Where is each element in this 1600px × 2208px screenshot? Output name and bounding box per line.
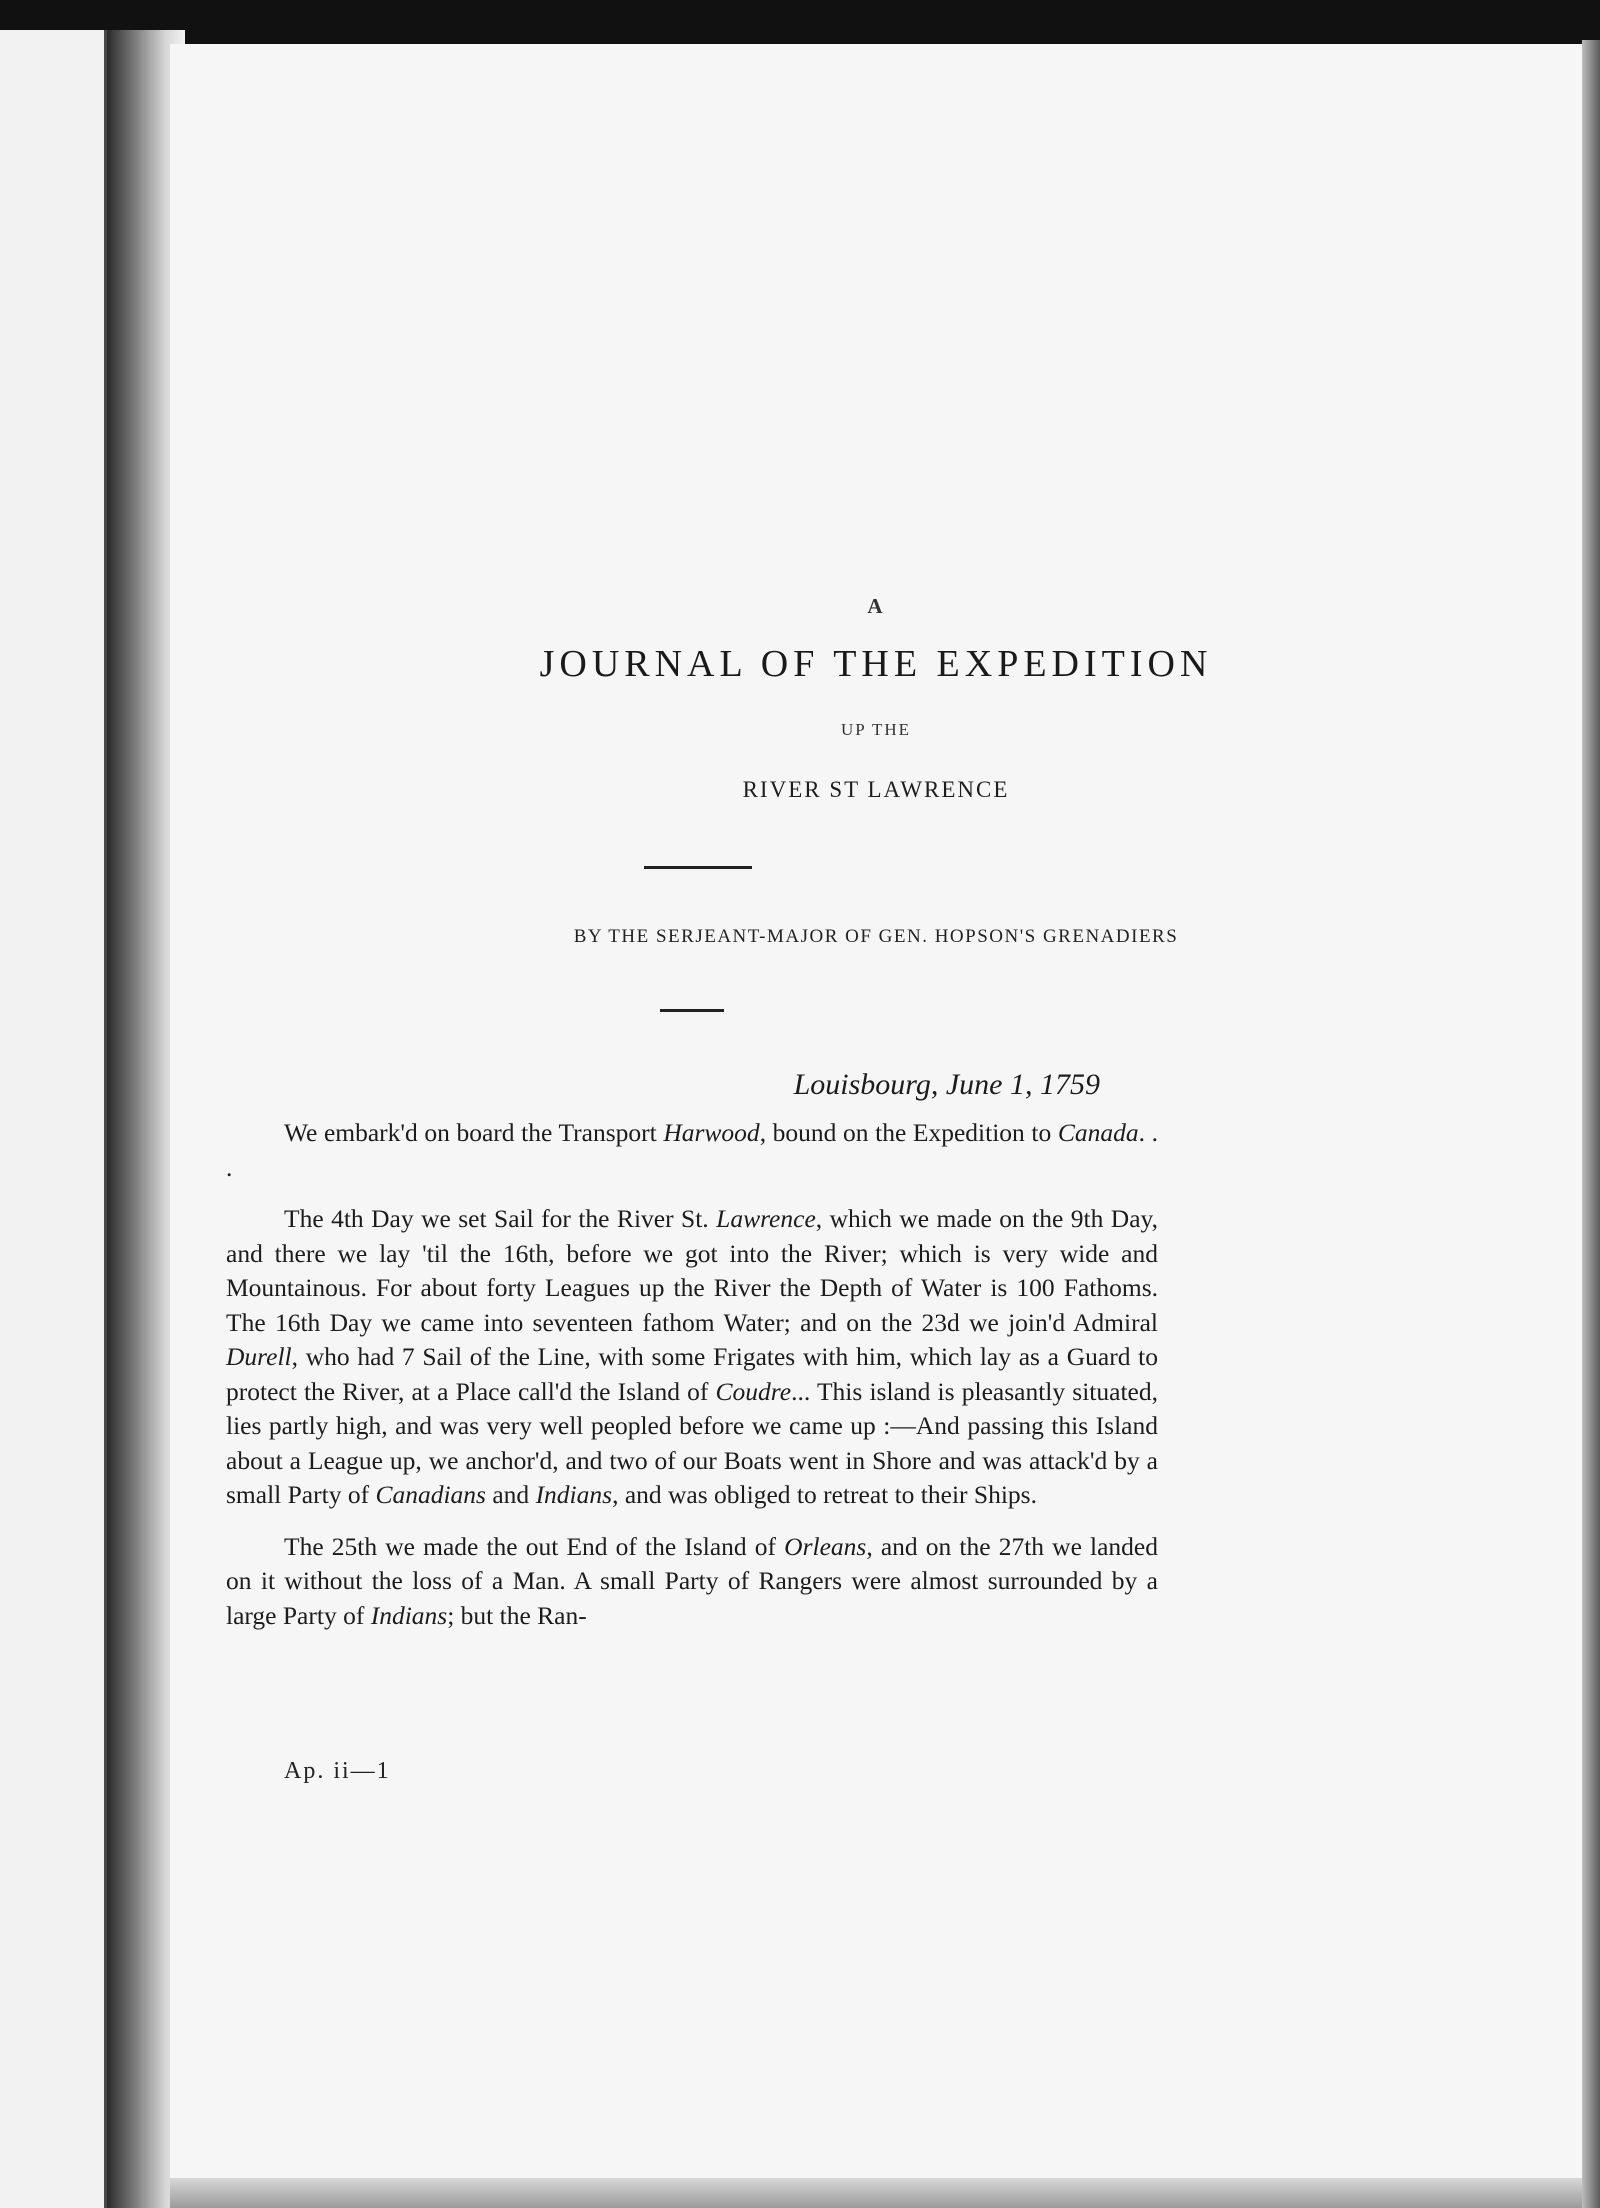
italic-term: Indians [535, 1480, 613, 1509]
facing-page-edge [0, 30, 107, 2208]
page-bottom-edge [170, 2178, 1582, 2208]
title-article: A [867, 594, 885, 618]
page-right-edge [1582, 40, 1600, 2208]
text-run: , bound on the Expedition to [759, 1118, 1058, 1147]
byline-divider [660, 1009, 724, 1012]
text-run: ; but the Ran- [447, 1600, 587, 1630]
text-run: , and on the 27th we landed on it without the loss of a Man. A small Party of Rangers were almost surrounded by a large Party of [226, 1531, 1159, 1630]
text-run: , and was obliged to retreat to their Ships. [612, 1480, 1037, 1509]
journal-dateline: Louisbourg, June 1, 1759 [793, 1068, 1100, 1101]
author-byline: BY THE SERJEANT-MAJOR OF GEN. HOPSON'S GRENADIERS [573, 926, 1179, 947]
title-subject: RIVER ST LAWRENCE [742, 777, 1010, 802]
page-title: JOURNAL OF THE EXPEDITION [539, 643, 1213, 685]
italic-term: Durell [226, 1342, 292, 1371]
book-page [170, 44, 1582, 2178]
journal-paragraph [226, 1530, 1158, 1634]
journal-paragraph [226, 1202, 1158, 1513]
text-run: and [485, 1480, 536, 1509]
italic-term: Canada [1057, 1118, 1139, 1147]
printer-signature: Ap. ii—1 [284, 1758, 391, 1784]
text-run: ... This island is pleasantly situated, lies partly high, and was very well peopled before we came up :—And passing this Island about a League up, we anchor'd, and two of our Boats went in Shore and was attack'd by a small Party of [226, 1376, 1158, 1509]
text-run: The 4th Day we set Sail for the River St. [284, 1204, 717, 1233]
journal-paragraph [226, 1116, 1158, 1185]
journal-body [226, 1116, 1158, 1650]
text-run: , who had 7 Sail of the Line, with some Frigates with him, which lay as a Guard to protect the River, at a Place call'd the Island of [226, 1342, 1158, 1406]
title-divider [644, 866, 752, 869]
italic-term: Harwood [663, 1118, 760, 1147]
italic-term: Orleans [784, 1531, 867, 1561]
text-run: We embark'd on board the Transport [284, 1118, 664, 1147]
italic-term: Canadians [375, 1480, 486, 1509]
text-run: , which we made on the 9th Day, and there we lay 'til the 16th, before we got into the River; which is very wide and Mountainous. For about forty Leagues up the River the Depth of Water is 100 Fathoms. The 16th Day we came into seventeen fathom Water; and on the 23d we join'd Admiral [226, 1204, 1159, 1337]
italic-term: Indians [370, 1600, 448, 1630]
italic-term: Coudre [715, 1376, 792, 1406]
text-run: The 25th we made the out End of the Island of [284, 1531, 785, 1561]
title-connector: UP THE [840, 720, 912, 739]
scan-top-border [0, 0, 1600, 46]
text-run: . . . [226, 1118, 1159, 1182]
italic-term: Lawrence [716, 1204, 816, 1233]
